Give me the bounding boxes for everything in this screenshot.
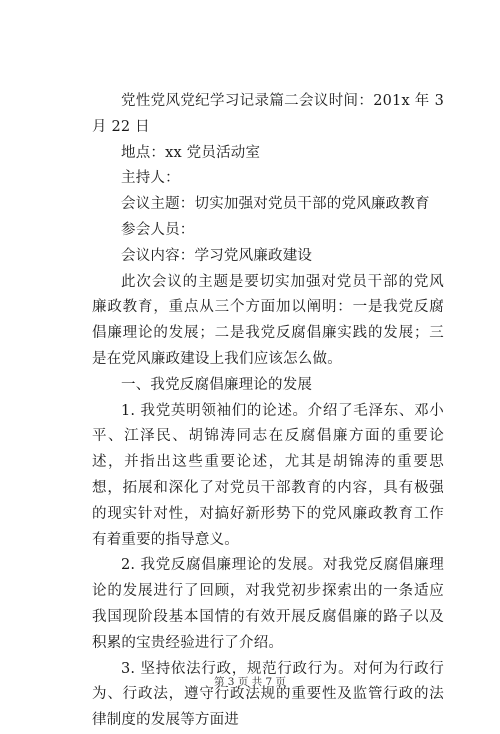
paragraph-intro: 此次会议的主题是要切实加强对党员干部的党风廉政教育，重点从三个方面加以阐明：一是我党反腐倡廉理论的发展；二是我党反腐倡廉实践的发展；三是在党风廉政建设上我们应该怎么做。 (92, 273, 444, 367)
meeting-location: 地点：xx 党员活动室 (121, 144, 261, 161)
section-heading: 一、我党反腐倡廉理论的发展 (121, 376, 313, 393)
paragraph-item-2: 2. 我党反腐倡廉理论的发展。对我党反腐倡廉理论的发展进行了回顾，对我党初步探索出的一条适应我国现阶段基本国情的有效开展反腐倡廉的路子以及积累的宝贵经验进行了介绍。 (92, 557, 444, 651)
meeting-host: 主持人： (121, 170, 180, 187)
meeting-title-line: 党性党风党纪学习记录篇二会议时间：201x 年 3 月 22 日 (92, 93, 444, 135)
page-number-footer: 第 3 页 共 7 页 (213, 676, 287, 688)
meeting-attendees: 参会人员： (121, 221, 195, 238)
paragraph-item-1: 1. 我党英明领袖们的论述。介绍了毛泽东、邓小平、江泽民、胡锦涛同志在反腐倡廉方面的重要论述，并指出这些重要论述，尤其是胡锦涛的重要思想，拓展和深化了对党员干部教育的内容，具有极强的现实针对性，对搞好新形势下的党风廉政教育工作有着重要的指导意义。 (92, 402, 444, 548)
paragraph-item-3: 3. 坚持依法行政，规范行政行为。对何为行政行为、行政法，遵守行政法规的重要性及监管行政的法律制度的发展等方面进 (92, 660, 444, 729)
meeting-content: 会议内容：学习党风廉政建设 (121, 247, 313, 264)
document-body (92, 89, 444, 734)
meeting-topic: 会议主题：切实加强对党员干部的党风廉政教育 (121, 196, 430, 213)
